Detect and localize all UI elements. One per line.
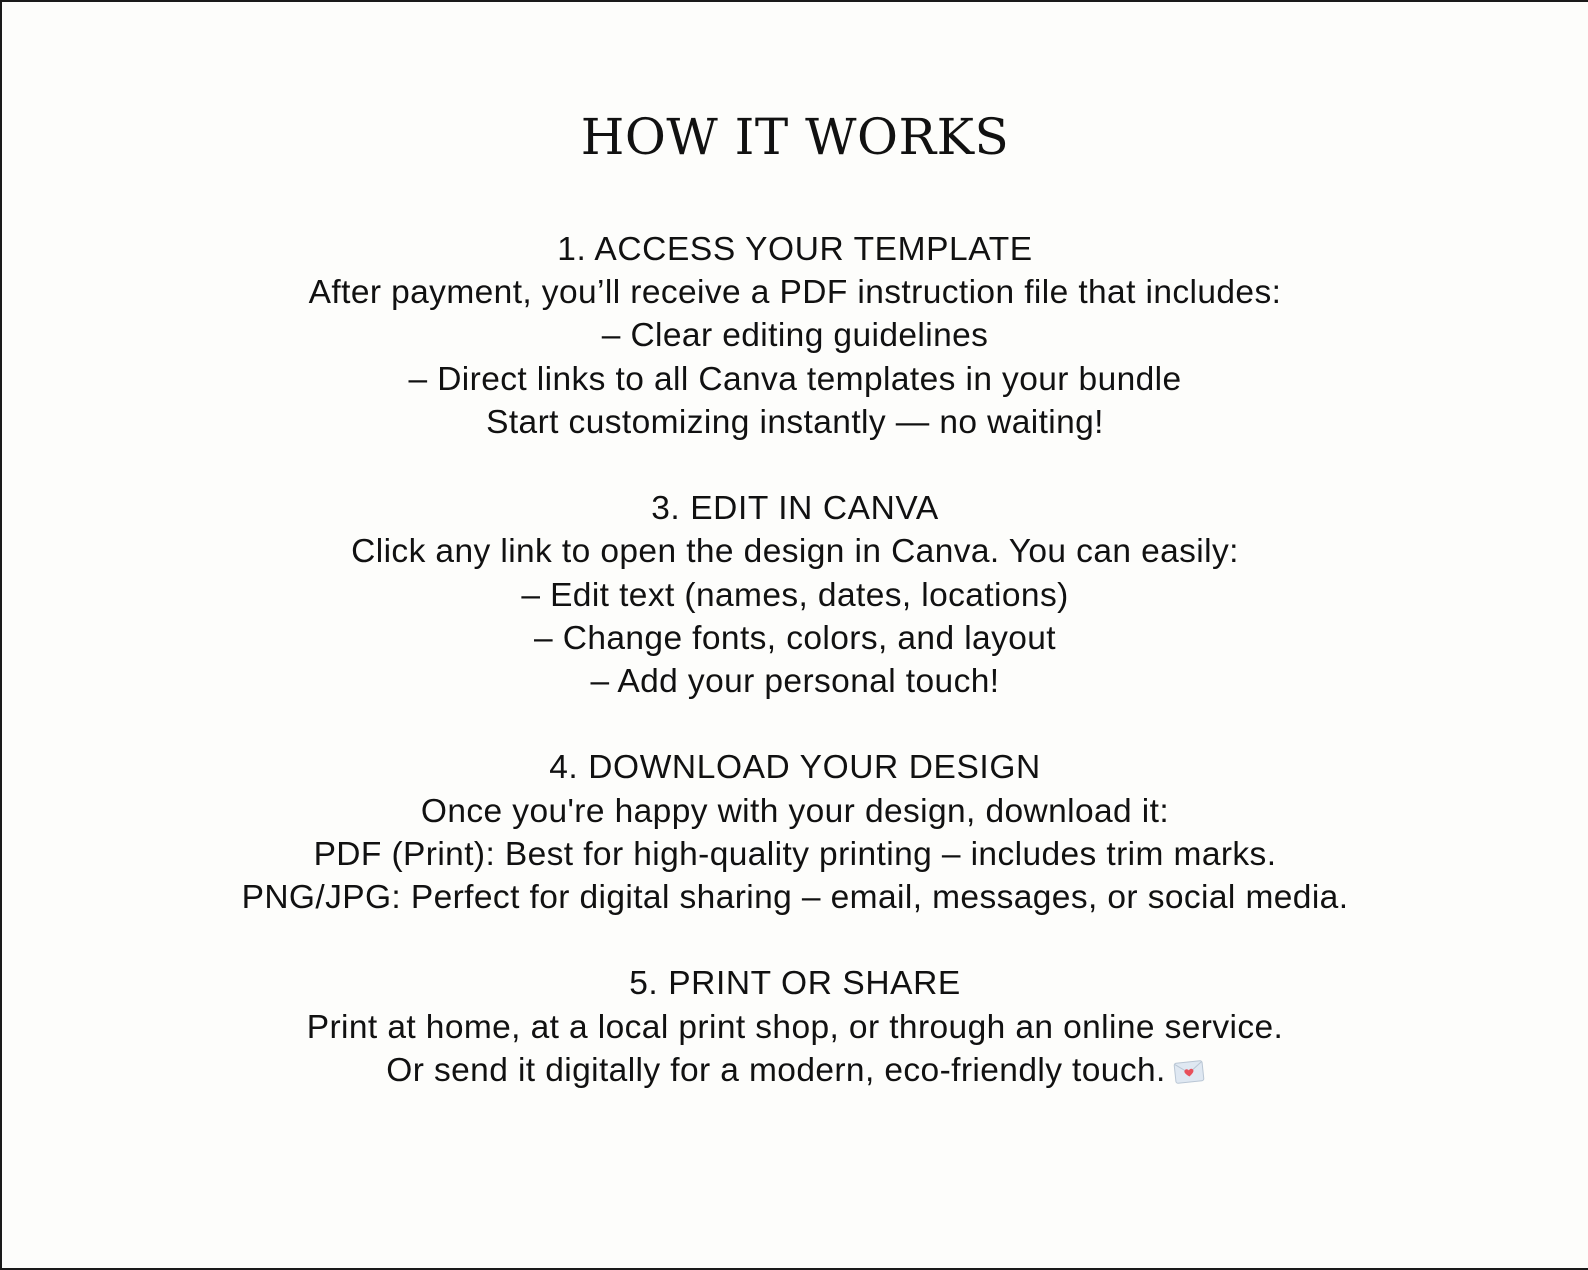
section-line: – Change fonts, colors, and layout bbox=[533, 619, 1056, 657]
section-line: Once you're happy with your design, download it: bbox=[420, 792, 1170, 830]
section-heading: 5. PRINT OR SHARE bbox=[629, 965, 961, 1003]
section-line: After payment, you’ll receive a PDF instruction file that includes: bbox=[308, 274, 1282, 312]
section-heading: 3. EDIT IN CANVA bbox=[651, 490, 939, 528]
section-heading: 4. DOWNLOAD YOUR DESIGN bbox=[549, 749, 1041, 787]
section-line-with-icon bbox=[2, 1049, 1588, 1092]
section-line: – Add your personal touch! bbox=[590, 663, 1000, 701]
love-letter-icon bbox=[1173, 1059, 1205, 1084]
section-line: PNG/JPG: Perfect for digital sharing – email, messages, or social media. bbox=[241, 879, 1349, 917]
section-line: – Edit text (names, dates, locations) bbox=[521, 576, 1069, 614]
section-heading: 1. ACCESS YOUR TEMPLATE bbox=[557, 231, 1033, 268]
section-print-or-share bbox=[2, 962, 1588, 1092]
section-edit-in-canva bbox=[2, 487, 1588, 703]
section-download-design bbox=[2, 746, 1588, 919]
section-line: Click any link to open the design in Canva. You can easily: bbox=[351, 533, 1239, 571]
section-line: Print at home, at a local print shop, or through an online service. bbox=[306, 1008, 1284, 1046]
section-line: Start customizing instantly — no waiting! bbox=[486, 403, 1104, 441]
section-line: PDF (Print): Best for high-quality printing – includes trim marks. bbox=[313, 835, 1277, 873]
section-line-text: Or send it digitally for a modern, eco-friendly touch. bbox=[386, 1051, 1166, 1089]
section-line: – Clear editing guidelines bbox=[601, 317, 989, 355]
page-title: HOW IT WORKS bbox=[580, 108, 1010, 166]
section-line: – Direct links to all Canva templates in your bundle bbox=[408, 360, 1182, 398]
section-access-template bbox=[2, 228, 1588, 444]
instructions-content bbox=[2, 228, 1588, 1135]
